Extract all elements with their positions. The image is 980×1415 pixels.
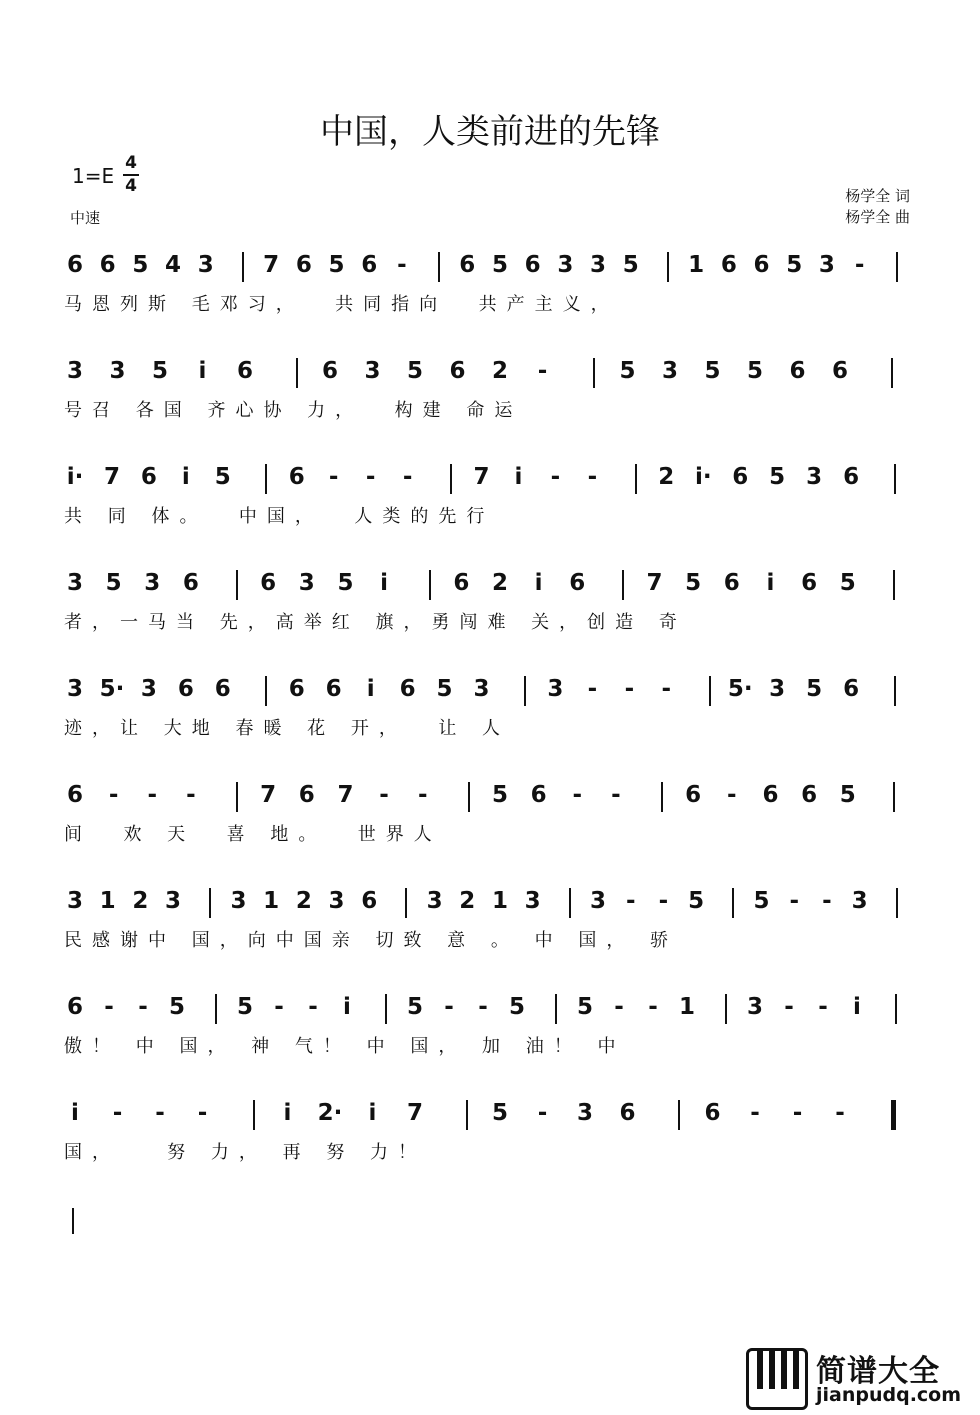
barline (894, 464, 896, 494)
note: 2 (459, 888, 476, 914)
barline (524, 676, 526, 706)
sustain-dash: - (397, 252, 407, 278)
note: 5 (839, 570, 856, 596)
sustain-dash: - (537, 358, 548, 384)
sustain-dash: - (274, 994, 284, 1020)
note: 6 (524, 252, 541, 278)
note: 7 (473, 464, 490, 490)
note: 7 (103, 464, 120, 490)
lyric-text: 迹，让 大地 春暖 花 开， 让 人 (64, 718, 511, 739)
sustain-dash: - (587, 464, 598, 490)
barline (635, 464, 637, 494)
note: 5 (688, 888, 705, 914)
note: 1 (491, 888, 508, 914)
note: 5 (685, 570, 702, 596)
sustain-dash: - (822, 888, 832, 914)
note: 2 (295, 888, 312, 914)
barline (622, 570, 624, 600)
lyricist-credit: 杨学全 词 (845, 187, 910, 205)
note: 1 (99, 888, 116, 914)
lyric-line (60, 290, 920, 314)
sustain-dash: - (550, 464, 561, 490)
note: 3 (298, 570, 315, 596)
note-line (60, 782, 920, 816)
note: 3 (66, 676, 83, 702)
note: 3 (66, 570, 83, 596)
note-line (60, 570, 920, 604)
barline (894, 676, 896, 706)
note: 5 (406, 994, 423, 1020)
barline (236, 570, 238, 600)
note: 6 (66, 782, 83, 808)
note: 5 (236, 994, 253, 1020)
barline (725, 994, 727, 1024)
barline (891, 1100, 896, 1130)
note: 3 (230, 888, 247, 914)
sustain-dash: - (614, 994, 624, 1020)
note: 6 (140, 464, 157, 490)
sustain-dash: - (365, 464, 376, 490)
note: 2 (132, 888, 149, 914)
barline (895, 994, 897, 1024)
note: 3 (473, 676, 490, 702)
note: 3 (806, 464, 823, 490)
sustain-dash: - (835, 1100, 845, 1126)
note: i (181, 464, 190, 490)
note: 3 (165, 888, 182, 914)
sustain-dash: - (648, 994, 658, 1020)
note: 5 (622, 252, 639, 278)
note: 6 (723, 570, 740, 596)
note: 5 (214, 464, 231, 490)
note: 3 (66, 888, 83, 914)
barline (265, 464, 267, 494)
barline (209, 888, 211, 918)
lyric-text: 民感谢中 国，向中国亲 切致 意 。 中 国， 骄 (64, 930, 679, 951)
lyric-line (60, 1138, 920, 1162)
note: i (366, 676, 375, 702)
note: 3 (851, 888, 868, 914)
note: 5· (99, 676, 125, 702)
barline (450, 464, 452, 494)
note: 6 (295, 252, 312, 278)
note: 6 (325, 676, 342, 702)
note: 5 (105, 570, 122, 596)
note: 5 (786, 252, 803, 278)
barline (896, 252, 898, 282)
note: 2 (491, 570, 508, 596)
sustain-dash: - (186, 782, 196, 808)
note: 6 (530, 782, 547, 808)
barline (405, 888, 407, 918)
sustain-dash: - (587, 676, 598, 702)
note-line (60, 676, 920, 710)
sustain-dash: - (661, 676, 672, 702)
note: 6 (288, 464, 305, 490)
note: 7 (260, 782, 277, 808)
lyric-text: 共 同 体。 中国， 人类的先行 (64, 506, 495, 527)
note: 6 (288, 676, 305, 702)
time-signature-top: 4 (125, 153, 137, 173)
note: 5 (337, 570, 354, 596)
note: 6 (449, 358, 466, 384)
note: 6 (801, 570, 818, 596)
note: 6 (704, 1100, 721, 1126)
note: 6 (831, 358, 848, 384)
note-line (60, 888, 920, 922)
sustain-dash: - (138, 994, 148, 1020)
barline (667, 252, 669, 282)
time-signature (122, 154, 140, 196)
note: 6 (66, 252, 83, 278)
note: 5 (436, 676, 453, 702)
note: 5 (704, 358, 721, 384)
note: 5 (168, 994, 185, 1020)
note: 3 (590, 888, 607, 914)
note: i· (694, 464, 712, 490)
note: i (198, 358, 207, 384)
note: 2· (317, 1100, 343, 1126)
lyric-line (60, 396, 920, 420)
note: 3 (109, 358, 126, 384)
note: 6 (399, 676, 416, 702)
barline (466, 1100, 468, 1130)
barline (253, 1100, 255, 1130)
barline (593, 358, 595, 388)
barline (265, 676, 267, 706)
note: 6 (459, 252, 476, 278)
key-signature: 1=E (72, 164, 115, 188)
sustain-dash: - (308, 994, 318, 1020)
lyric-line (60, 1032, 920, 1056)
sustain-dash: - (784, 994, 794, 1020)
barline (438, 252, 440, 282)
sustain-dash: - (402, 464, 413, 490)
note: i (853, 994, 861, 1020)
sustain-dash: - (417, 782, 428, 808)
sustain-dash: - (750, 1100, 760, 1126)
note: 5 (508, 994, 525, 1020)
page-title: 中国，人类前进的先锋 (320, 112, 660, 152)
note: 3 (746, 994, 763, 1020)
note: 5· (727, 676, 753, 702)
barline (242, 252, 244, 282)
time-signature-bottom: 4 (125, 176, 137, 196)
note: i (343, 994, 351, 1020)
note: 6 (843, 464, 860, 490)
note: 6 (66, 994, 83, 1020)
note: 3 (328, 888, 345, 914)
note: 6 (182, 570, 199, 596)
note: 2 (658, 464, 675, 490)
note: 6 (177, 676, 194, 702)
note: 2 (491, 358, 508, 384)
note-line (60, 252, 920, 286)
note: 5 (576, 994, 593, 1020)
lyric-text: 者，一马当 先，高举红 旗，勇闯难 关，创造 奇 (64, 612, 687, 633)
note: 5 (769, 464, 786, 490)
note: 6 (361, 888, 378, 914)
tempo-marking: 中速 (70, 209, 101, 227)
lyric-text: 马恩列斯 毛邓习， 共同指向 共产主义， (64, 294, 619, 315)
sustain-dash: - (624, 676, 635, 702)
lyric-line (60, 820, 920, 844)
barline (236, 782, 238, 812)
note: i (368, 1100, 377, 1126)
composer-credit: 杨学全 曲 (845, 208, 910, 226)
note: 3 (426, 888, 443, 914)
note: 1 (678, 994, 695, 1020)
note: 6 (843, 676, 860, 702)
sustain-dash: - (328, 464, 339, 490)
note: 3 (66, 358, 83, 384)
note: 3 (769, 676, 786, 702)
note: 3 (364, 358, 381, 384)
barline (468, 782, 470, 812)
note: 6 (762, 782, 779, 808)
barline (569, 888, 571, 918)
note: 6 (732, 464, 749, 490)
note: 7 (263, 252, 280, 278)
sustain-dash: - (197, 1100, 208, 1126)
note: 1 (688, 252, 705, 278)
sustain-dash: - (792, 1100, 803, 1126)
site-logo (746, 1346, 976, 1412)
trailing-barline (72, 1208, 74, 1234)
note: i· (66, 464, 84, 490)
note: 3 (557, 252, 574, 278)
note-line (60, 358, 920, 392)
note: 5 (753, 888, 770, 914)
note: 6 (569, 570, 586, 596)
logo-brand: 简谱大全 (816, 1354, 940, 1389)
note: 3 (524, 888, 541, 914)
note: 6 (214, 676, 231, 702)
note: 6 (720, 252, 737, 278)
lyric-line (60, 926, 920, 950)
note: 6 (321, 358, 338, 384)
sustain-dash: - (572, 782, 583, 808)
logo-url: jianpudq.com (816, 1384, 962, 1406)
note: 1 (263, 888, 280, 914)
barline (429, 570, 431, 600)
note: 6 (260, 570, 277, 596)
lyric-line (60, 608, 920, 632)
note: 5 (406, 358, 423, 384)
barline (555, 994, 557, 1024)
lyric-text: 傲！ 中 国， 神 气！ 中 国， 加 油！ 中 (64, 1036, 626, 1057)
note: i (283, 1100, 292, 1126)
note: 5 (328, 252, 345, 278)
note: 5 (619, 358, 636, 384)
note-line (60, 1100, 920, 1134)
barline (661, 782, 663, 812)
note: 6 (801, 782, 818, 808)
note: 5 (746, 358, 763, 384)
barline (709, 676, 711, 706)
note: 3 (590, 252, 607, 278)
barline (896, 888, 898, 918)
lyric-text: 国， 努 力， 再 努 力！ (64, 1142, 427, 1163)
note: i (514, 464, 523, 490)
note: 3 (576, 1100, 593, 1126)
note: 6 (619, 1100, 636, 1126)
note: 6 (236, 358, 253, 384)
lyric-line (60, 714, 920, 738)
note: 4 (165, 252, 182, 278)
note: 5 (839, 782, 856, 808)
note: 3 (144, 570, 161, 596)
sustain-dash: - (478, 994, 488, 1020)
note: 6 (685, 782, 702, 808)
sustain-dash: - (112, 1100, 123, 1126)
barline (385, 994, 387, 1024)
sustain-dash: - (155, 1100, 165, 1126)
barline (215, 994, 217, 1024)
note: 7 (406, 1100, 423, 1126)
barline (893, 570, 895, 600)
barline (732, 888, 734, 918)
note: 6 (453, 570, 470, 596)
note-line (60, 994, 920, 1028)
note: 5 (491, 1100, 508, 1126)
note: 6 (361, 252, 378, 278)
note: 3 (547, 676, 564, 702)
note: i (380, 570, 389, 596)
note: 6 (99, 252, 116, 278)
barline (891, 358, 893, 388)
note: i (766, 570, 775, 596)
note: 3 (140, 676, 157, 702)
note: 3 (818, 252, 835, 278)
note: 6 (753, 252, 770, 278)
note: 6 (789, 358, 806, 384)
note: 7 (646, 570, 663, 596)
note: 5 (132, 252, 149, 278)
barline (296, 358, 298, 388)
piano-keys-icon (746, 1348, 808, 1410)
note: 6 (298, 782, 315, 808)
note: 7 (337, 782, 354, 808)
lyric-text: 号召 各国 齐心协 力， 构建 命运 (64, 400, 523, 421)
credits (845, 186, 910, 228)
sustain-dash: - (379, 782, 389, 808)
sustain-dash: - (818, 994, 828, 1020)
lyric-text: 间 欢 天 喜 地。 世界人 (64, 824, 442, 845)
note: 5 (151, 358, 168, 384)
sustain-dash: - (625, 888, 636, 914)
note: i (534, 570, 543, 596)
note: 5 (491, 252, 508, 278)
sustain-dash: - (108, 782, 119, 808)
barline (893, 782, 895, 812)
sustain-dash: - (854, 252, 865, 278)
note: i (71, 1100, 79, 1126)
sustain-dash: - (611, 782, 621, 808)
sustain-dash: - (147, 782, 158, 808)
note: 3 (197, 252, 214, 278)
sustain-dash: - (104, 994, 114, 1020)
sustain-dash: - (537, 1100, 548, 1126)
note: 3 (661, 358, 678, 384)
sustain-dash: - (727, 782, 737, 808)
sustain-dash: - (658, 888, 669, 914)
sustain-dash: - (789, 888, 799, 914)
sustain-dash: - (444, 994, 454, 1020)
note-line (60, 464, 920, 498)
note: 5 (806, 676, 823, 702)
barline (678, 1100, 680, 1130)
lyric-line (60, 502, 920, 526)
note: 5 (491, 782, 508, 808)
